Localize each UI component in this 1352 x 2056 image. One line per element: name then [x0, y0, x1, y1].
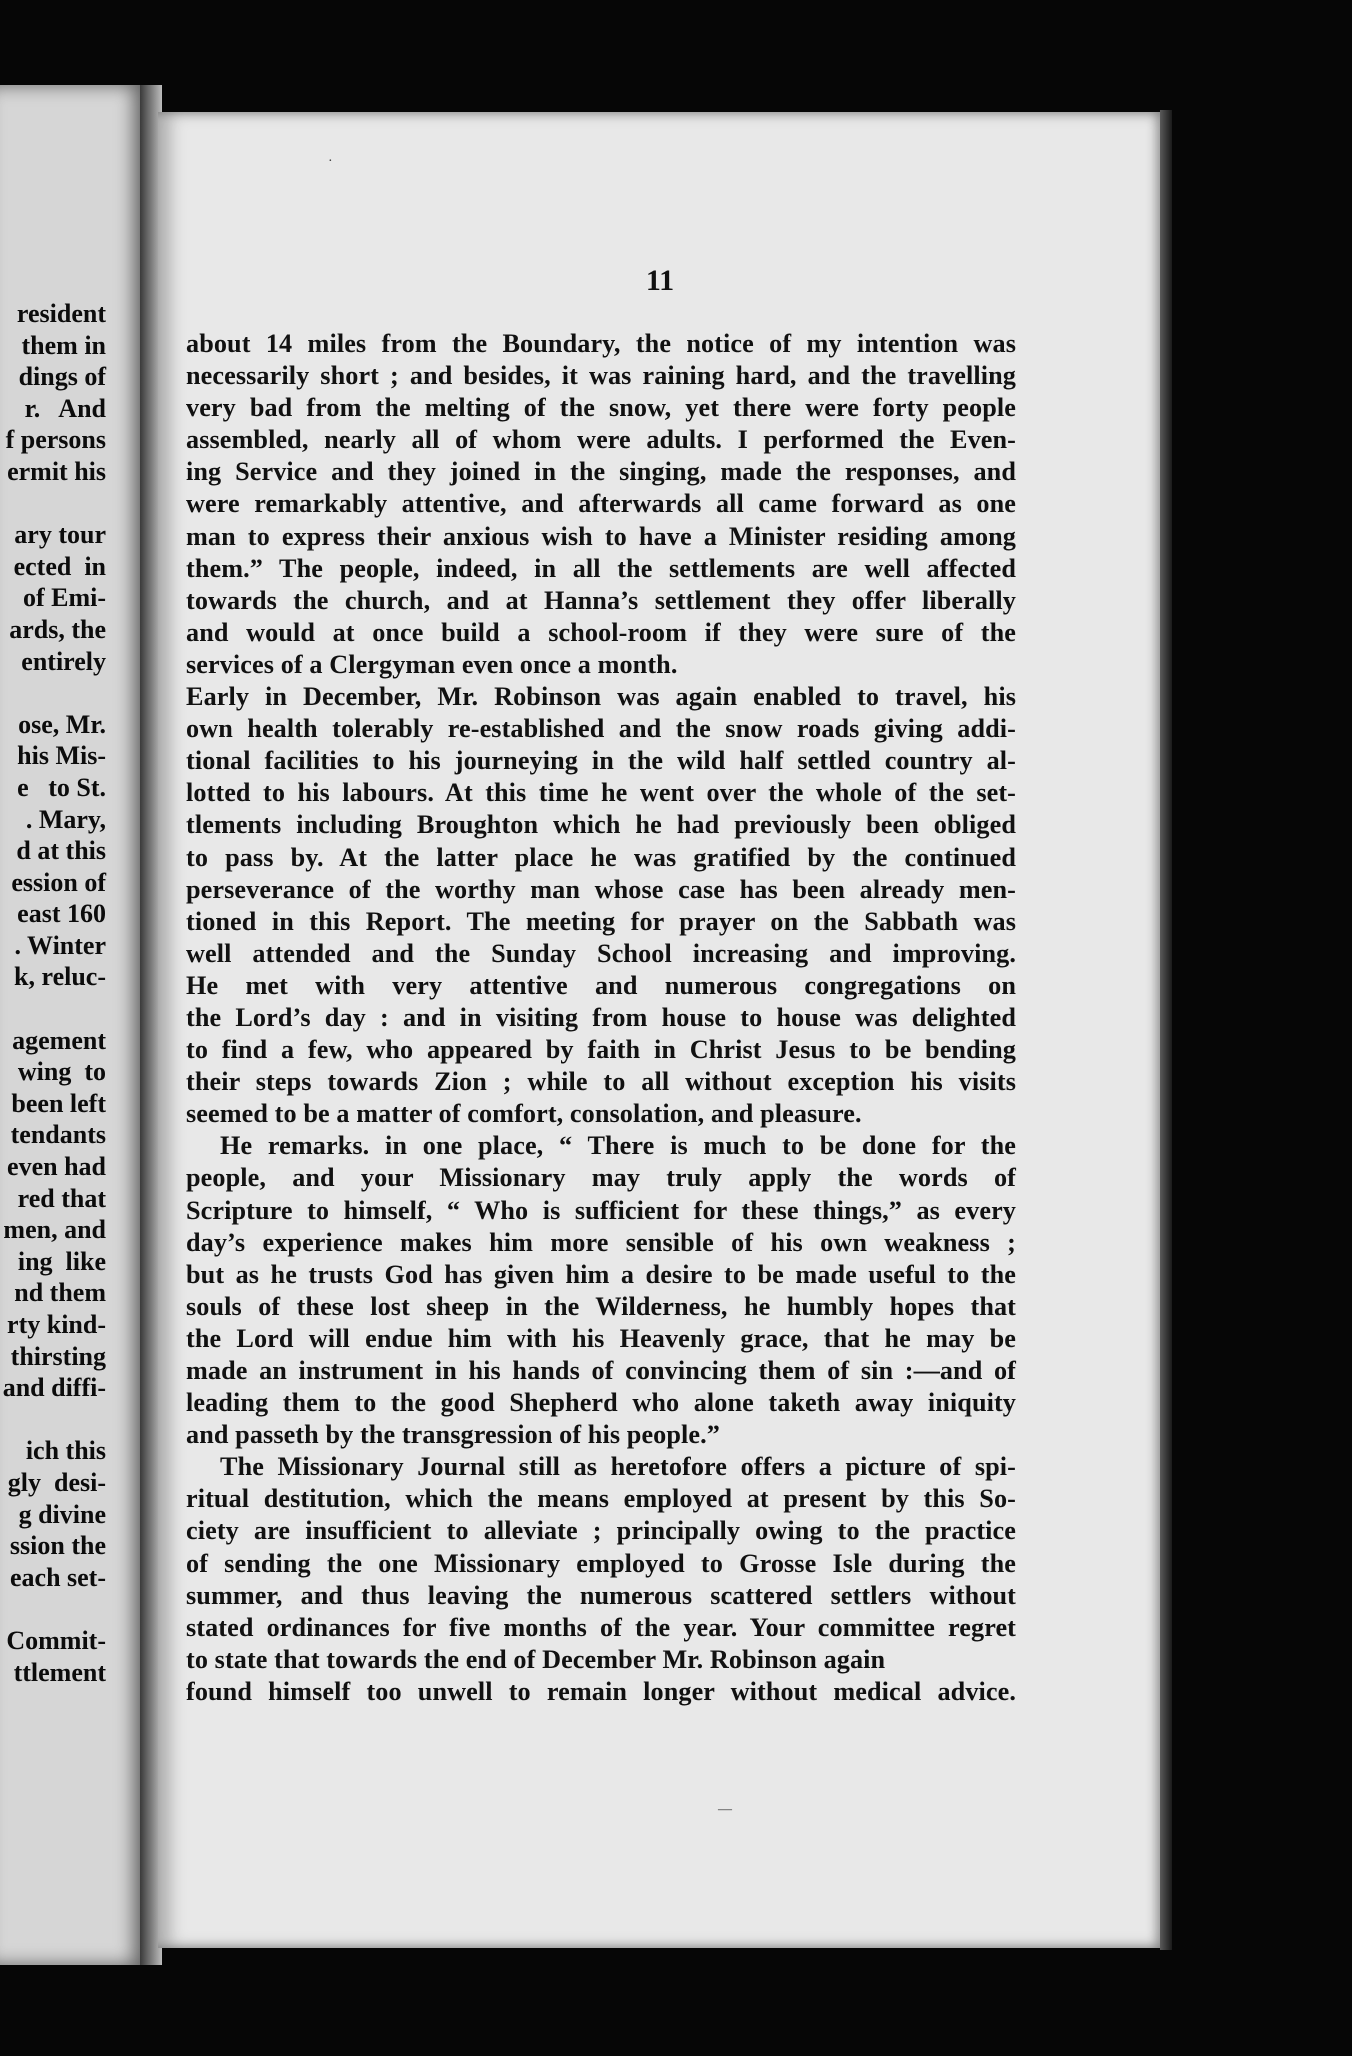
left-fragment-line: ary tour: [14, 520, 106, 550]
left-fragment-line: ose, Mr.: [18, 709, 106, 739]
left-page-text-fragments: [3, 298, 106, 1688]
text-line: summer, and thus leaving the numerous scattered settlers without: [186, 1580, 1016, 1610]
left-fragment-line: agement: [12, 1025, 106, 1055]
text-line: tioned in this Report. The meeting for prayer on the Sabbath was: [186, 906, 1016, 936]
left-fragment-line: gly desi-: [7, 1467, 106, 1497]
text-line: of sending the one Missionary employed to Grosse Isle during the: [186, 1548, 1016, 1578]
page-edge: [1160, 110, 1172, 1950]
left-page-fragment: [0, 85, 148, 1965]
left-fragment-line: thirsting: [10, 1341, 106, 1371]
left-fragment-line: men, and: [3, 1215, 106, 1245]
text-line: and would at once build a school-room if they were sure of the: [186, 617, 1016, 647]
text-line: day’s experience makes him more sensible of his own weakness ;: [186, 1227, 1016, 1257]
left-fragment-line: ession of: [11, 867, 106, 897]
text-line: made an instrument in his hands of convincing them of sin :—and of: [186, 1356, 1016, 1385]
left-fragment-line: entirely: [21, 646, 106, 676]
text-line: them.” The people, indeed, in all the settlements are well affected: [186, 553, 1016, 583]
left-fragment-line: [3, 993, 106, 1025]
text-line: very bad from the melting of the snow, yet there were forty people: [186, 393, 1016, 423]
left-fragment-line: ssion the: [9, 1531, 106, 1561]
left-fragment-line: been left: [11, 1088, 106, 1118]
text-line: to state that towards the end of December Mr. Robinson again: [186, 1644, 886, 1674]
text-line: towards the church, and at Hanna’s settlement they offer liberally: [186, 585, 1016, 615]
text-line: souls of these lost sheep in the Wilderness, he humbly hopes that: [186, 1291, 1016, 1321]
text-line: He remarks. in one place, “ There is much to be done for the: [220, 1131, 1016, 1161]
left-fragment-line: even had: [7, 1152, 106, 1182]
text-line: seemed to be a matter of comfort, consolation, and pleasure.: [186, 1099, 862, 1129]
left-fragment-line: rty kind-: [7, 1310, 106, 1339]
text-line: assembled, nearly all of whom were adults. I performed the Even-: [186, 425, 1016, 455]
left-fragment-line: k, reluc-: [14, 962, 106, 992]
text-line: Early in December, Mr. Robinson was again enabled to travel, his: [186, 682, 1016, 712]
text-line: perseverance of the worthy man whose case has been already men-: [186, 874, 1016, 904]
left-fragment-line: each set-: [9, 1562, 106, 1592]
left-fragment-line: f persons: [5, 425, 106, 455]
body-text: [186, 328, 1016, 1708]
text-line: leading them to the good Shepherd who alone taketh away iniquity: [186, 1388, 1016, 1418]
text-line: tlements including Broughton which he had previously been obliged: [186, 810, 1016, 840]
left-fragment-line: ermit his: [7, 456, 106, 486]
text-line: the Lord will endue him with his Heavenly grace, that he may be: [186, 1323, 1016, 1353]
text-line: found himself too unwell to remain longer without medical advice.: [186, 1676, 1016, 1706]
left-fragment-line: e to St.: [17, 772, 106, 802]
text-line: tional facilities to his journeying in the wild half settled country al-: [186, 746, 1016, 776]
text-line: people, and your Missionary may truly apply the words of: [186, 1163, 1016, 1193]
left-fragment-line: [3, 677, 106, 709]
left-fragment-line: them in: [21, 330, 106, 360]
text-line: necessarily short ; and besides, it was raining hard, and the travelling: [186, 361, 1016, 391]
text-line: to find a few, who appeared by faith in Christ Jesus to be bending: [186, 1035, 1016, 1065]
left-fragment-line: Commit-: [6, 1625, 106, 1655]
left-fragment-line: g divine: [18, 1499, 106, 1529]
left-fragment-line: red that: [17, 1183, 106, 1213]
left-fragment-line: wing to: [17, 1057, 106, 1087]
text-line: ritual destitution, which the means employed at present by this So-: [186, 1484, 1016, 1514]
paper-speck: ·: [328, 154, 333, 169]
left-fragment-line: d at this: [16, 836, 106, 866]
left-fragment-line: . Winter: [14, 930, 106, 960]
text-line: well attended and the Sunday School increasing and improving.: [186, 938, 1016, 968]
text-line: services of a Clergyman even once a month.: [186, 649, 678, 679]
left-fragment-line: [3, 1404, 106, 1436]
text-line: were remarkably attentive, and afterwards all came forward as one: [186, 489, 1016, 519]
text-line: and passeth by the transgression of his people.”: [186, 1420, 720, 1450]
text-line: the Lord’s day : and in visiting from house to house was delighted: [186, 1002, 1016, 1032]
text-line: own health tolerably re-established and the snow roads giving addi-: [186, 714, 1016, 744]
left-fragment-line: nd them: [14, 1278, 106, 1308]
text-line: stated ordinances for five months of the year. Your committee regret: [186, 1612, 1016, 1642]
left-fragment-line: [3, 1593, 106, 1625]
left-fragment-line: ttlement: [13, 1657, 106, 1687]
left-fragment-line: dings of: [18, 362, 106, 392]
text-line: their steps towards Zion ; while to all without exception his visits: [186, 1067, 1016, 1097]
page-number: 11: [645, 264, 675, 297]
text-line: man to express their anxious wish to have a Minister residing among: [186, 521, 1016, 551]
text-line: to pass by. At the latter place he was gratified by the continued: [186, 842, 1016, 872]
text-line: about 14 miles from the Boundary, the notice of my intention was: [186, 329, 1016, 358]
left-fragment-line: ards, the: [9, 614, 106, 644]
paper-speck: —: [718, 1802, 732, 1817]
left-fragment-line: ected in: [13, 551, 106, 581]
left-fragment-line: . Mary,: [25, 804, 106, 834]
text-line: ing Service and they joined in the singing, made the responses, and: [186, 457, 1016, 487]
left-fragment-line: of Emi-: [22, 583, 106, 613]
left-fragment-line: ich this: [25, 1436, 106, 1466]
text-line: Scripture to himself, “ Who is sufficient for these things,” as every: [186, 1195, 1016, 1225]
left-fragment-line: ing like: [17, 1246, 106, 1276]
left-fragment-line: resident: [16, 299, 106, 328]
left-fragment-line: [3, 488, 106, 520]
right-page: [158, 112, 1162, 1948]
text-line: ciety are insufficient to alleviate ; principally owing to the practice: [186, 1516, 1016, 1546]
text-line: The Missionary Journal still as heretofore offers a picture of spi-: [220, 1452, 1016, 1482]
text-line: but as he trusts God has given him a desire to be made useful to the: [186, 1259, 1016, 1289]
text-line: He met with very attentive and numerous congregations on: [186, 970, 1016, 1000]
left-fragment-line: r. And: [24, 393, 106, 423]
left-fragment-line: east 160: [17, 899, 106, 929]
left-fragment-line: and diffi-: [2, 1373, 106, 1403]
text-line: lotted to his labours. At this time he went over the whole of the set-: [186, 778, 1016, 808]
left-fragment-line: tendants: [10, 1120, 106, 1150]
left-fragment-line: his Mis-: [17, 741, 106, 771]
